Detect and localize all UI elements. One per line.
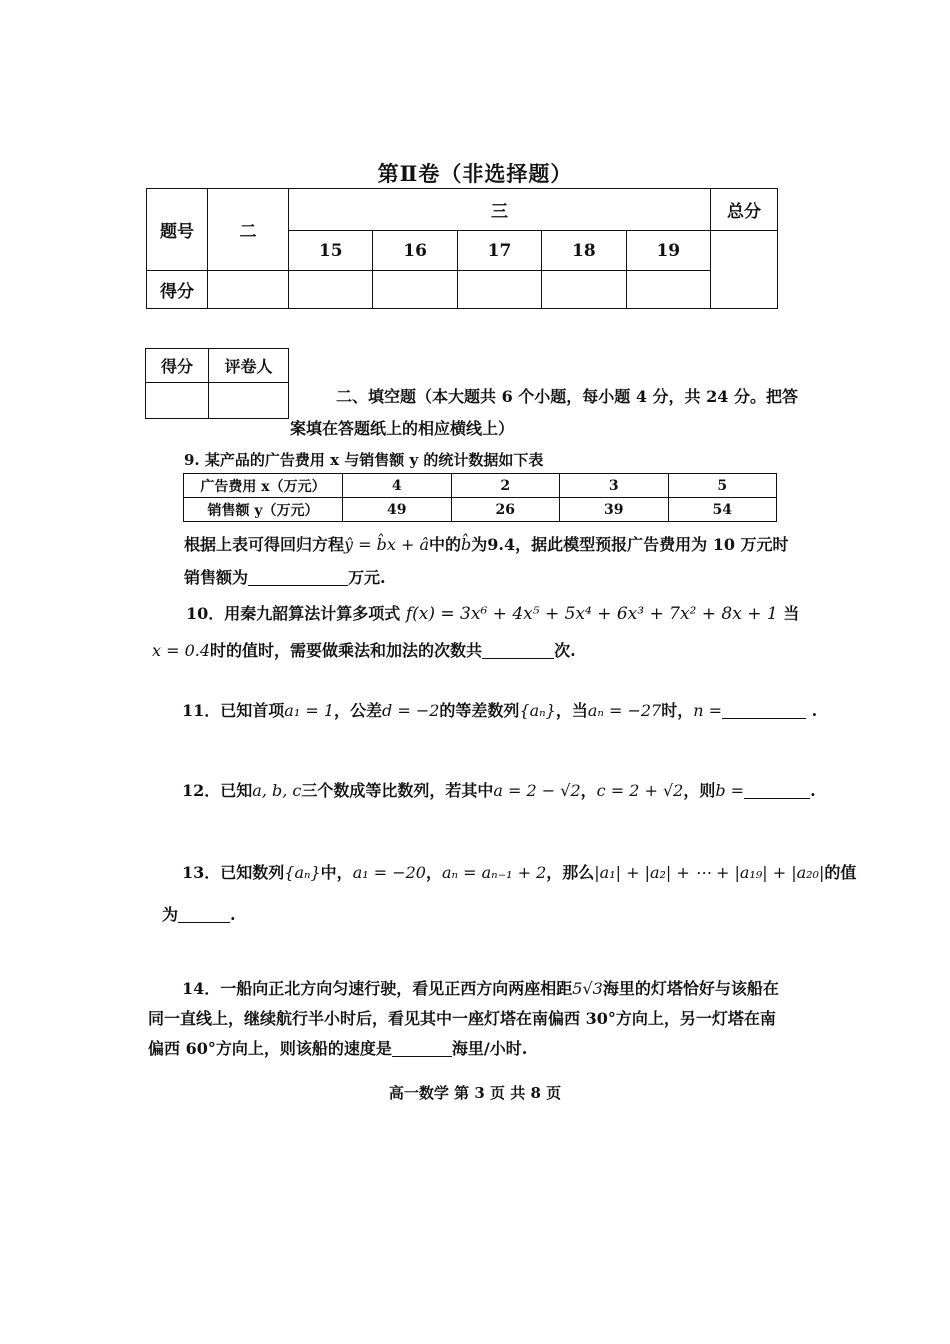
- q9-row-label: 销售额 y（万元）: [184, 498, 343, 522]
- q9-cell: 4: [343, 474, 452, 498]
- q14-answer-blank[interactable]: [392, 1038, 452, 1057]
- q13-answer-blank[interactable]: [178, 904, 230, 923]
- q9-data-table: [183, 473, 777, 522]
- q9-answer-line: 销售额为 万元.: [184, 568, 386, 587]
- q9-cell: 26: [451, 498, 560, 522]
- row-label-question: 题号: [147, 189, 208, 271]
- total-label: 总分: [711, 189, 778, 231]
- q9-cell: 54: [668, 498, 777, 522]
- question-number: 19: [626, 231, 710, 271]
- score-cell[interactable]: [457, 271, 541, 309]
- grader-score-label: 得分: [146, 349, 209, 383]
- q9-cell: 3: [560, 474, 669, 498]
- section-two-label: 二: [208, 189, 289, 271]
- q9-cell: 2: [451, 474, 560, 498]
- q14-line2: 同一直线上，继续航行半小时后，看见其中一座灯塔在南偏西 30°方向上，另一灯塔在南: [148, 1009, 776, 1028]
- q12: 12．已知a, b, c三个数成等比数列，若其中a = 2 − √2，c = 2 + √2，则b = .: [182, 781, 816, 800]
- question-number: 17: [457, 231, 541, 271]
- page-footer: 高一数学 第 3 页 共 8 页: [388, 1084, 562, 1102]
- score-cell[interactable]: [626, 271, 710, 309]
- regression-equation: ŷ = b̂x + â: [344, 535, 430, 554]
- q10-answer-blank[interactable]: [482, 640, 554, 659]
- total-score-cell[interactable]: [711, 231, 778, 309]
- polynomial: f(x) = 3x⁶ + 4x⁵ + 5x⁴ + 6x³ + 7x² + 8x + 1: [405, 604, 778, 624]
- q13-line2: 为 .: [162, 905, 236, 924]
- grader-name-cell[interactable]: [209, 383, 289, 419]
- grader-label: 评卷人: [209, 349, 289, 383]
- q13-line1: 13．已知数列{aₙ}中，a₁ = −20，aₙ = aₙ₋₁ + 2，那么|a₁| + |a₂| + ⋯ + |a₁₉| + |a₂₀|的值: [182, 863, 857, 882]
- score-table: [146, 188, 778, 309]
- q11-answer-blank[interactable]: [722, 700, 806, 719]
- q14-line1: 14．一船向正北方向匀速行驶，看见正西方向两座相距5√3海里的灯塔恰好与该船在: [182, 979, 779, 998]
- page-title: 第Ⅱ卷（非选择题）: [377, 161, 573, 186]
- q9-cell: 5: [668, 474, 777, 498]
- grader-box: [145, 348, 289, 419]
- section-heading-line2: 案填在答题纸上的相应横线上）: [290, 419, 515, 438]
- section-three-label: 三: [289, 189, 711, 231]
- q9-answer-blank[interactable]: [248, 567, 348, 586]
- q9-row-label: 广告费用 x（万元）: [184, 474, 343, 498]
- q12-answer-blank[interactable]: [744, 780, 810, 799]
- score-cell[interactable]: [208, 271, 289, 309]
- section-heading-line1: 二、填空题（本大题共 6 个小题，每小题 4 分，共 24 分。把答: [336, 387, 798, 406]
- question-number: 15: [289, 231, 373, 271]
- q9-cell: 49: [343, 498, 452, 522]
- score-cell[interactable]: [542, 271, 626, 309]
- question-number: 18: [542, 231, 626, 271]
- row-label-score: 得分: [147, 271, 208, 309]
- question-number: 16: [373, 231, 457, 271]
- q14-line3: 偏西 60°方向上，则该船的速度是 海里/小时.: [148, 1039, 528, 1058]
- q9-text: 根据上表可得回归方程ŷ = b̂x + â中的b̂为9.4，据此模型预报广告费用为 10 万元时: [184, 535, 789, 554]
- score-cell[interactable]: [373, 271, 457, 309]
- q10-line1: 10．用秦九韶算法计算多项式 f(x) = 3x⁶ + 4x⁵ + 5x⁴ + 6x³ + 7x² + 8x + 1 当: [186, 604, 800, 624]
- q11: 11．已知首项a₁ = 1，公差d = −2的等差数列{aₙ}，当aₙ = −27时，n = .: [182, 701, 818, 720]
- score-cell[interactable]: [289, 271, 373, 309]
- grader-score-cell[interactable]: [146, 383, 209, 419]
- q9-stem: 9. 某产品的广告费用 x 与销售额 y 的统计数据如下表: [184, 451, 544, 469]
- q9-cell: 39: [560, 498, 669, 522]
- q10-line2: x = 0.4时的值时，需要做乘法和加法的次数共 次.: [152, 641, 576, 660]
